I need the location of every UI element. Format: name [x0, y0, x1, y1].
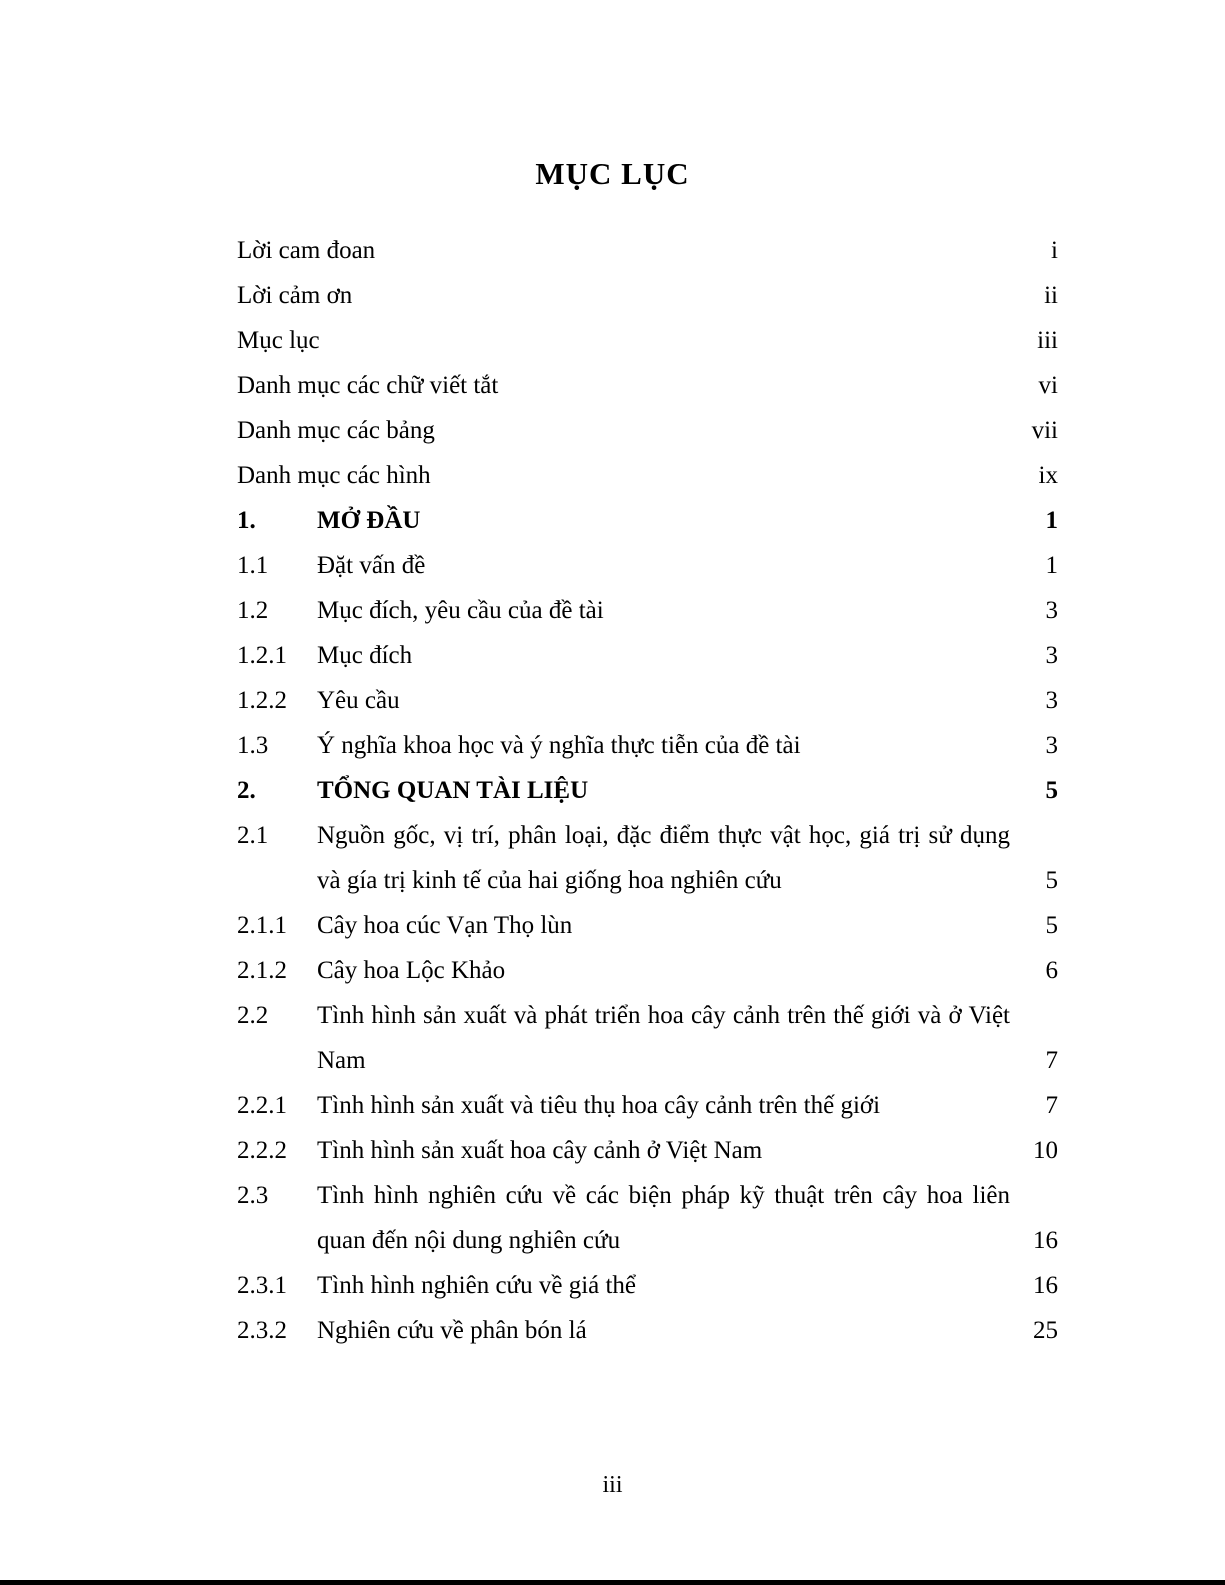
toc-entry-page: 6: [1045, 957, 1058, 984]
toc-entry-title: Nghiên cứu về phân bón lá: [317, 1317, 587, 1344]
toc-entry: [237, 1083, 1058, 1128]
toc-entry: [237, 768, 1058, 813]
toc-entry-title: Cây hoa cúc Vạn Thọ lùn: [317, 912, 573, 939]
toc-entry-page: 1: [1045, 552, 1058, 579]
toc-entry-page: vii: [1031, 417, 1058, 444]
toc-entry: [237, 1308, 1058, 1353]
toc-entry-number: 2.: [237, 777, 256, 804]
toc-entry: [237, 813, 1058, 903]
toc-entry-page: 3: [1045, 732, 1058, 759]
toc-entry: [237, 318, 1058, 363]
toc-entry-page: 16: [1033, 1227, 1058, 1254]
toc-entry: [237, 633, 1058, 678]
toc-entry: [237, 1263, 1058, 1308]
toc-entry-page: 3: [1045, 642, 1058, 669]
toc-entry-number: 2.3.1: [237, 1272, 287, 1299]
toc-entry: [237, 723, 1058, 768]
toc-entry: [237, 453, 1058, 498]
toc-entry-number: 2.1.2: [237, 957, 287, 984]
toc-entry-number: 1.: [237, 507, 256, 534]
toc-entry-number: 1.2.2: [237, 687, 287, 714]
toc-entry-page: 5: [1045, 777, 1058, 804]
toc-entry-title: Danh mục các bảng: [237, 417, 435, 444]
toc-entry-page: 10: [1033, 1137, 1058, 1164]
toc-entry: [237, 408, 1058, 453]
toc-list: [237, 228, 1058, 1353]
footer-page-number: iii: [602, 1472, 623, 1498]
toc-entry-title: Ý nghĩa khoa học và ý nghĩa thực tiễn của đề tài: [317, 732, 801, 759]
toc-entry-title: Tình hình sản xuất và phát triển hoa cây cảnh trên thế giới và ở Việt Nam: [317, 1002, 1010, 1074]
toc-entry-page: iii: [1037, 327, 1058, 354]
toc-entry: [237, 948, 1058, 993]
toc-entry-page: i: [1051, 237, 1058, 264]
toc-entry: [237, 588, 1058, 633]
toc-entry-title: Nguồn gốc, vị trí, phân loại, đặc điểm thực vật học, giá trị sử dụng và gía trị kinh tế của hai giống hoa nghiên cứu: [317, 822, 1010, 894]
toc-entry-page: 5: [1045, 867, 1058, 894]
toc-entry: [237, 228, 1058, 273]
toc-entry-number: 2.2: [237, 1002, 269, 1029]
toc-entry-number: 2.2.2: [237, 1137, 287, 1164]
toc-entry-number: 2.3: [237, 1182, 269, 1209]
toc-entry-title: Yêu cầu: [317, 687, 400, 714]
toc-entry-title: TỔNG QUAN TÀI LIỆU: [317, 777, 589, 804]
toc-entry-number: 2.1: [237, 822, 269, 849]
toc-entry-title: Lời cảm ơn: [237, 282, 353, 309]
toc-entry-page: ix: [1038, 462, 1058, 489]
toc-entry-page: 7: [1045, 1092, 1058, 1119]
toc-entry-title: MỞ ĐẦU: [317, 507, 421, 534]
toc-entry-page: 7: [1045, 1047, 1058, 1074]
toc-entry-number: 2.3.2: [237, 1317, 287, 1344]
toc-entry-title: Mục đích: [317, 642, 413, 669]
toc-entry-page: 1: [1045, 507, 1058, 534]
toc-entry: [237, 543, 1058, 588]
toc-entry-page: 5: [1045, 912, 1058, 939]
toc-entry: [237, 1128, 1058, 1173]
toc-entry-number: 1.3: [237, 732, 269, 759]
toc-entry-title: Danh mục các chữ viết tắt: [237, 372, 499, 399]
page-title: MỤC LỤC: [535, 156, 690, 191]
toc-entry-page: 25: [1033, 1317, 1058, 1344]
toc-entry-number: 1.2.1: [237, 642, 287, 669]
toc-entry: [237, 993, 1058, 1083]
toc-entry-title: Cây hoa Lộc Khảo: [317, 957, 506, 984]
toc-entry-page: 3: [1045, 687, 1058, 714]
toc-entry-number: 1.2: [237, 597, 269, 624]
toc-entry-page: 16: [1033, 1272, 1058, 1299]
toc-entry: [237, 363, 1058, 408]
toc-entry-number: 2.1.1: [237, 912, 287, 939]
toc-entry: [237, 903, 1058, 948]
toc-entry-title: Lời cam đoan: [237, 237, 376, 264]
toc-entry-number: 1.1: [237, 552, 269, 579]
toc-entry-page: vi: [1038, 372, 1058, 399]
toc-entry-title: Tình hình nghiên cứu về giá thể: [317, 1272, 637, 1299]
toc-entry: [237, 273, 1058, 318]
toc-entry-number: 2.2.1: [237, 1092, 287, 1119]
toc-entry-page: 3: [1045, 597, 1058, 624]
toc-entry-page: ii: [1044, 282, 1058, 309]
toc-entry-title: Đặt vấn đề: [317, 552, 426, 579]
toc-entry: [237, 678, 1058, 723]
toc-entry-title: Mục lục: [237, 327, 320, 354]
toc-entry: [237, 1173, 1058, 1263]
toc-entry-title: Danh mục các hình: [237, 462, 431, 489]
toc-entry-title: Mục đích, yêu cầu của đề tài: [317, 597, 604, 624]
scan-edge-artifact: [0, 1580, 1225, 1585]
toc-entry-title: Tình hình sản xuất hoa cây cảnh ở Việt Nam: [317, 1137, 763, 1164]
toc-entry-title: Tình hình nghiên cứu về các biện pháp kỹ thuật trên cây hoa liên quan đến nội dung nghiên cứu: [317, 1182, 1010, 1254]
toc-entry: [237, 498, 1058, 543]
toc-entry-title: Tình hình sản xuất và tiêu thụ hoa cây cảnh trên thế giới: [317, 1092, 881, 1119]
